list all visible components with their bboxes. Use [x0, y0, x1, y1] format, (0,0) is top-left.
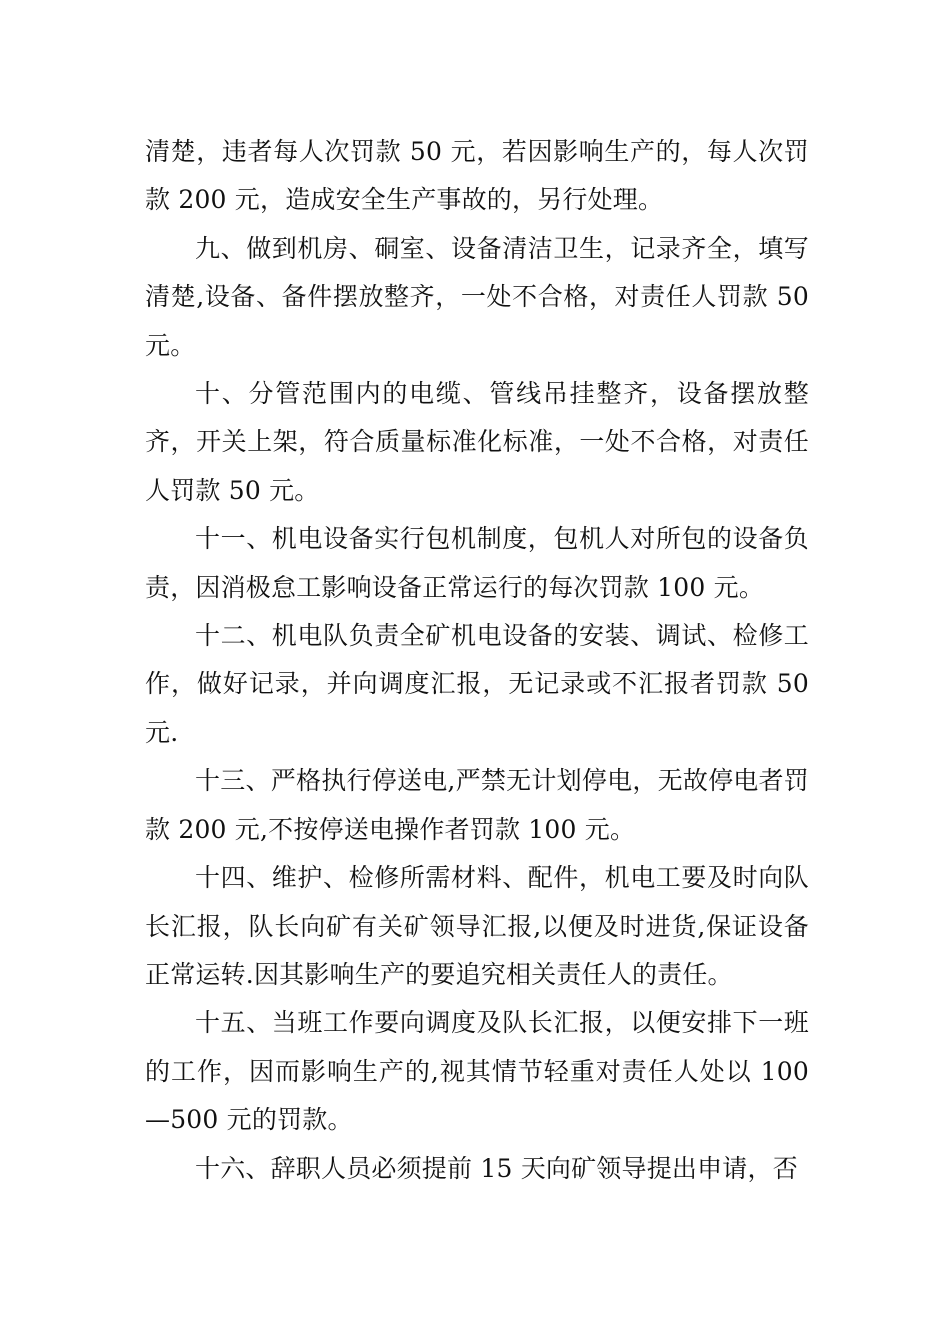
paragraph-item-14: 十四、维护、检修所需材料、配件，机电工要及时向队长汇报，队长向矿有关矿领导汇报,以便及时进货,保证设备正常运转.因其影响生产的要追究相关责任人的责任。	[145, 863, 809, 989]
paragraph-item-12: 十二、机电队负责全矿机电设备的安装、调试、检修工作，做好记录，并向调度汇报，无记录或不汇报者罚款 50 元.	[145, 621, 809, 747]
paragraph-continuation: 清楚，违者每人次罚款 50 元，若因影响生产的，每人次罚款 200 元，造成安全生产事故的，另行处理。	[145, 137, 809, 215]
paragraph-item-15: 十五、当班工作要向调度及队长汇报，以便安排下一班的工作，因而影响生产的,视其情节轻重对责任人处以 100—500 元的罚款。	[145, 1008, 809, 1135]
paragraph-item-9: 九、做到机房、硐室、设备清洁卫生，记录齐全，填写清楚,设备、备件摆放整齐，一处不合格，对责任人罚款 50 元。	[145, 233, 809, 360]
paragraph-item-11: 十一、机电设备实行包机制度，包机人对所包的设备负责，因消极怠工影响设备正常运行的每次罚款 100 元。	[145, 524, 809, 602]
paragraph-item-10: 十、分管范围内的电缆、管线吊挂整齐，设备摆放整齐，开关上架，符合质量标准化标准，一处不合格，对责任人罚款 50 元。	[145, 379, 809, 505]
document-body	[145, 128, 809, 1193]
paragraph-item-13: 十三、严格执行停送电,严禁无计划停电，无故停电者罚款 200 元,不按停送电操作者罚款 100 元。	[145, 766, 809, 844]
paragraph-item-16: 十六、辞职人员必须提前 15 天向矿领导提出申请，否	[195, 1153, 798, 1183]
